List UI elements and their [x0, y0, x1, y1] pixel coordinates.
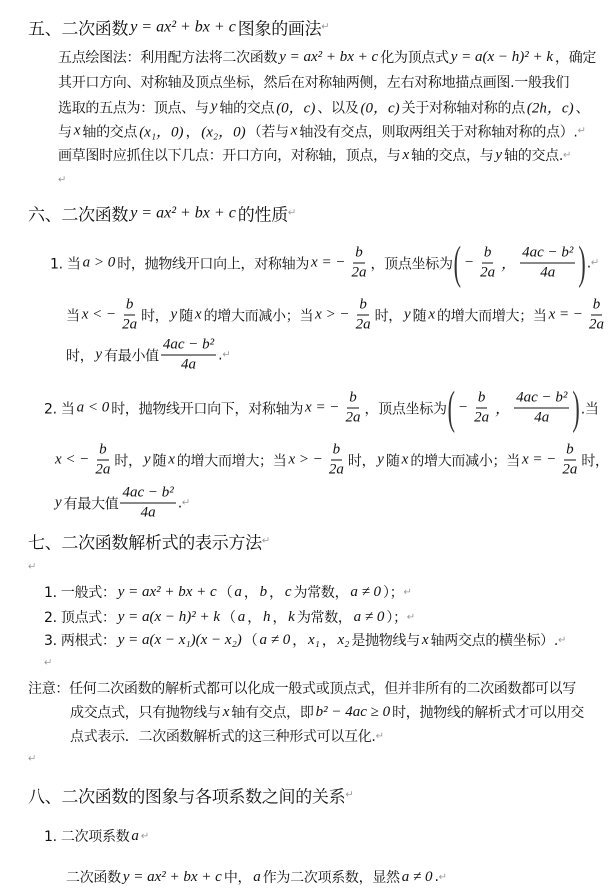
- fraction-denominator: 2a: [95, 461, 111, 478]
- math-expression: x₂: [337, 631, 350, 648]
- text-run: 随: [152, 453, 167, 469]
- text-run: 时，: [581, 453, 609, 469]
- math-expression: x: [421, 631, 429, 648]
- text-run: 是抛物线与: [351, 633, 420, 649]
- text-run: 时，: [114, 453, 142, 469]
- paragraph-mark-icon: ↵: [140, 830, 150, 842]
- fraction-numerator: b: [97, 441, 109, 461]
- math-expression: (0，c): [360, 100, 400, 117]
- paragraph-mark-icon: ↵: [375, 730, 384, 742]
- math-expression: a ≠ 0: [350, 583, 382, 600]
- fraction-denominator: 4a: [540, 264, 556, 281]
- text-run: ，: [243, 585, 258, 601]
- math-expression: a: [131, 827, 139, 844]
- text-run: 二次函数: [66, 870, 121, 886]
- left-paren: (: [447, 380, 455, 434]
- text-run: 时，: [347, 453, 376, 469]
- fraction: [472, 389, 491, 428]
- vertex-coordinate: [453, 235, 587, 289]
- text-run: 轴有交点，即: [231, 705, 314, 721]
- fraction-numerator: 4ac − b²: [161, 336, 216, 356]
- text-run: 五点绘图法：利用配方法将二次函数: [58, 50, 278, 66]
- math-expression: b: [259, 583, 268, 600]
- fraction: [354, 296, 373, 335]
- math-expression: x = −: [311, 254, 346, 271]
- text-run: 的增大而减小；当: [203, 308, 314, 324]
- text-run: .: [434, 869, 439, 885]
- text-run: 、: [575, 100, 590, 116]
- math-expression: x: [73, 122, 81, 139]
- math-expression: y = a(x − h)² + k: [450, 48, 554, 65]
- text-line: [28, 562, 36, 573]
- fraction-numerator: b: [564, 441, 576, 461]
- paragraph-mark-icon: ↵: [403, 586, 412, 598]
- fraction: [560, 441, 579, 480]
- math-expression: y = a(x − x₁)(x − x₂): [117, 631, 242, 648]
- text-run: 的性质: [237, 205, 288, 226]
- left-paren: (: [453, 235, 461, 289]
- fraction-numerator: b: [476, 389, 488, 409]
- fraction-denominator: 4a: [181, 356, 197, 373]
- text-run: .: [586, 255, 591, 271]
- math-expression: x = −: [305, 399, 340, 416]
- fraction-numerator: b: [357, 296, 369, 316]
- text-run: 画草图时应抓住以下几点：开口方向，对称轴，顶点，与: [58, 148, 401, 164]
- paragraph-mark-icon: ↵: [58, 174, 67, 186]
- math-expression: (x₁，0): [139, 124, 184, 141]
- text-run: 轴两交点的横坐标）.: [430, 633, 559, 649]
- text-line: [58, 97, 589, 118]
- text-run: ，: [185, 124, 200, 140]
- paragraph-mark-icon: ↵: [261, 535, 271, 547]
- fraction-denominator: 2a: [351, 264, 367, 281]
- text-line: [58, 145, 571, 165]
- math-expression: y = ax² + bx + c: [117, 583, 217, 600]
- text-run: 八、二次函数的图象与各项系数之间的关系: [28, 787, 346, 808]
- text-run: 为常数，: [293, 585, 349, 601]
- math-expression: (0，c): [276, 100, 316, 117]
- paragraph-mark-icon: ↵: [577, 125, 586, 137]
- text-run: 时，抛物线开口向下，对称轴为: [111, 401, 304, 417]
- math-expression: x > −: [288, 451, 323, 468]
- math-expression: y: [403, 306, 411, 323]
- fraction-denominator: 2a: [480, 264, 496, 281]
- math-expression: x: [290, 122, 298, 139]
- paragraph-mark-icon: ↵: [345, 789, 354, 801]
- text-run: 随: [385, 453, 400, 469]
- fraction-numerator: b: [347, 389, 359, 409]
- text-run: （: [222, 610, 236, 626]
- math-expression: x₁: [307, 631, 320, 648]
- text-run: 时，抛物线的解析式才可以用交: [392, 705, 584, 721]
- text-line: [44, 607, 415, 627]
- paragraph-mark-icon: ↵: [222, 349, 231, 361]
- text-run: 时，抛物线开口向上，对称轴为: [117, 256, 310, 272]
- text-line: [58, 47, 596, 67]
- text-run: 选取的五点为：顶点、与: [58, 100, 209, 116]
- text-line: [28, 678, 576, 698]
- math-expression: y: [143, 451, 151, 468]
- math-expression: a: [234, 583, 242, 600]
- paragraph-mark-icon: ↵: [28, 753, 37, 765]
- text-run: ，: [321, 633, 336, 649]
- math-expression: −: [463, 254, 475, 271]
- math-expression: y: [55, 494, 62, 511]
- text-line: [28, 754, 36, 765]
- paragraph-mark-icon: ↵: [321, 21, 330, 33]
- math-expression: h: [262, 608, 271, 625]
- text-line: [44, 380, 599, 434]
- math-expression: (2h，c): [526, 100, 574, 117]
- text-run: 1. 二次项系数: [44, 829, 130, 845]
- text-run: （: [243, 633, 258, 649]
- fraction: [478, 244, 497, 283]
- fraction: [120, 296, 139, 335]
- math-expression: b² − 4ac ≥ 0: [315, 703, 391, 720]
- text-run: 作为二次项系数，显然: [262, 870, 400, 886]
- math-expression: a ≠ 0: [353, 608, 385, 625]
- text-run: 2. 顶点式：: [44, 610, 116, 626]
- fraction-numerator: 4ac − b²: [514, 389, 569, 409]
- text-line: [66, 867, 447, 887]
- text-run: 、以及: [317, 100, 359, 116]
- text-run: （若与: [247, 124, 289, 140]
- math-expression: c: [284, 583, 292, 600]
- text-run: ，顶点坐标为: [364, 401, 447, 417]
- text-run: 图象的画法: [237, 19, 322, 40]
- text-line: [58, 175, 66, 186]
- math-expression: y = ax² + bx + c: [130, 204, 236, 221]
- math-expression: −: [457, 399, 469, 416]
- text-run: 注意：任何二次函数的解析式都可以化成一般式或顶点式，但并非所有的二次函数都可以写: [28, 681, 576, 697]
- text-run: 轴的交点.: [504, 148, 563, 164]
- text-line: [58, 72, 569, 92]
- fraction-denominator: 2a: [122, 316, 138, 333]
- right-paren: ): [578, 235, 586, 289]
- text-run: 随: [412, 308, 427, 324]
- math-expression: ，: [495, 401, 511, 418]
- math-expression: a ≠ 0: [401, 868, 433, 885]
- paragraph-mark-icon: ↵: [181, 497, 191, 509]
- math-expression: a: [253, 868, 261, 885]
- text-run: ，: [269, 585, 283, 601]
- text-run: 时，: [374, 308, 402, 324]
- text-run: 有最大值: [63, 496, 119, 512]
- text-run: 六、二次函数: [28, 205, 129, 226]
- paragraph-mark-icon: ↵: [563, 149, 572, 161]
- text-run: ）；: [386, 610, 407, 626]
- text-run: .当: [580, 401, 599, 417]
- math-expression: x < −: [55, 451, 90, 468]
- fraction: [520, 244, 575, 283]
- text-run: 的增大而减小；当: [410, 453, 520, 469]
- math-expression: a ≠ 0: [259, 631, 291, 648]
- text-run: ，: [247, 610, 261, 626]
- math-expression: a > 0: [82, 254, 116, 271]
- fraction-denominator: 4a: [534, 409, 550, 426]
- text-run: 为常数，: [296, 610, 352, 626]
- text-run: 化为顶点式: [380, 50, 449, 66]
- text-line: [66, 296, 608, 335]
- text-run: 1. 当: [50, 256, 81, 272]
- text-run: 轴的交点，与: [411, 148, 494, 164]
- paragraph-mark-icon: ↵: [590, 257, 600, 269]
- fraction: [327, 441, 346, 480]
- math-expression: x: [402, 146, 410, 163]
- text-line: [70, 726, 384, 746]
- text-line: [44, 658, 52, 669]
- text-line: [44, 826, 149, 846]
- text-line: [58, 121, 586, 142]
- fraction: [587, 296, 606, 335]
- math-expression: x: [401, 451, 409, 468]
- text-run: 与: [58, 124, 72, 140]
- fraction-denominator: 2a: [355, 316, 371, 333]
- math-expression: y: [495, 146, 503, 163]
- math-expression: x: [194, 306, 202, 323]
- text-run: 有最小值: [104, 348, 159, 364]
- text-run: ，: [272, 610, 287, 626]
- math-expression: x = −: [521, 451, 557, 468]
- text-run: （: [218, 585, 233, 601]
- fraction-denominator: 4a: [140, 504, 156, 521]
- text-run: 点式表示．二次函数解析式的这三种形式可以互化.: [70, 729, 376, 745]
- paragraph-mark-icon: ↵: [558, 634, 567, 646]
- fraction: [161, 336, 216, 375]
- text-run: 中，: [223, 870, 252, 886]
- text-run: .: [218, 347, 223, 363]
- text-run: 当: [66, 308, 80, 324]
- fraction: [349, 244, 368, 283]
- fraction-denominator: 2a: [474, 409, 490, 426]
- text-run: 轴的交点: [82, 124, 138, 140]
- text-run: 时，: [141, 308, 169, 324]
- math-expression: x > −: [315, 306, 350, 323]
- text-line: [44, 630, 566, 650]
- text-run: 2. 当: [44, 401, 75, 417]
- fraction-numerator: b: [331, 441, 343, 461]
- section-heading: [28, 529, 270, 554]
- text-run: 1. 一般式：: [44, 585, 116, 601]
- text-line: [50, 235, 600, 289]
- text-run: 轴的交点: [219, 100, 275, 116]
- fraction-numerator: 4ac − b²: [120, 484, 175, 504]
- text-run: ，: [292, 633, 306, 649]
- fraction-numerator: b: [591, 296, 603, 316]
- math-expression: a < 0: [76, 399, 110, 416]
- vertex-coordinate: [447, 380, 581, 434]
- fraction-numerator: b: [353, 244, 365, 264]
- math-expression: k: [288, 608, 295, 625]
- math-expression: x = −: [548, 306, 584, 323]
- text-line: [70, 702, 584, 722]
- text-run: 轴没有交点，则取两组关于对称轴对称的点）.: [299, 124, 578, 140]
- fraction-numerator: b: [124, 296, 136, 316]
- fraction-numerator: b: [482, 244, 494, 264]
- paragraph-mark-icon: ↵: [44, 657, 53, 669]
- text-run: 随: [179, 308, 193, 324]
- math-expression: y = a(x − h)² + k: [117, 608, 221, 625]
- fraction: [93, 441, 112, 480]
- math-expression: y = ax² + bx + c: [122, 868, 222, 885]
- text-line: [53, 484, 190, 523]
- math-expression: y: [170, 306, 178, 323]
- paragraph-mark-icon: ↵: [28, 561, 37, 573]
- text-run: 七、二次函数解析式的表示方法: [28, 533, 262, 554]
- math-expression: x: [222, 703, 230, 720]
- fraction-numerator: 4ac − b²: [520, 244, 575, 264]
- fraction: [514, 389, 569, 428]
- math-expression: x: [168, 451, 175, 468]
- text-run: 的增大而增大；当: [437, 308, 547, 324]
- text-run: ，顶点坐标为: [370, 256, 453, 272]
- math-expression: a: [237, 608, 246, 625]
- section-heading: [28, 15, 330, 40]
- text-run: 3. 两根式：: [44, 633, 116, 649]
- text-run: 关于对称轴对称的点: [401, 100, 525, 116]
- text-line: [53, 441, 609, 480]
- fraction-denominator: 2a: [562, 461, 578, 478]
- math-expression: x: [428, 306, 436, 323]
- fraction-denominator: 2a: [328, 461, 344, 478]
- text-run: ，确定: [555, 50, 597, 66]
- math-expression: y = ax² + bx + c: [130, 18, 236, 35]
- fraction: [120, 484, 175, 523]
- fraction: [343, 389, 362, 428]
- text-run: 的增大而增大；当: [176, 453, 287, 469]
- right-paren: ): [572, 380, 580, 434]
- text-line: [66, 336, 231, 375]
- math-expression: x < −: [81, 306, 117, 323]
- text-run: 成交点式，只有抛物线与: [70, 705, 221, 721]
- fraction-denominator: 2a: [589, 316, 605, 333]
- math-expression: (x₂，0): [201, 124, 246, 141]
- section-heading: [28, 783, 354, 808]
- text-run: 五、二次函数: [28, 19, 129, 40]
- fraction-denominator: 2a: [345, 409, 361, 426]
- text-line: [44, 582, 412, 602]
- math-expression: y: [95, 346, 103, 363]
- paragraph-mark-icon: ↵: [438, 871, 447, 883]
- paragraph-mark-icon: ↵: [406, 611, 416, 623]
- math-expression: y = ax² + bx + c: [279, 48, 379, 65]
- text-run: 其开口方向、对称轴及顶点坐标，然后在对称轴两侧，左右对称地描点画图.一般我们: [58, 75, 570, 91]
- math-expression: ，: [501, 256, 517, 273]
- text-run: 时，: [66, 348, 94, 364]
- section-heading: [28, 201, 296, 226]
- paragraph-mark-icon: ↵: [287, 207, 297, 219]
- math-expression: y: [210, 98, 218, 115]
- text-run: ）；: [383, 585, 404, 601]
- math-expression: y: [377, 451, 384, 468]
- text-run: .: [177, 495, 182, 511]
